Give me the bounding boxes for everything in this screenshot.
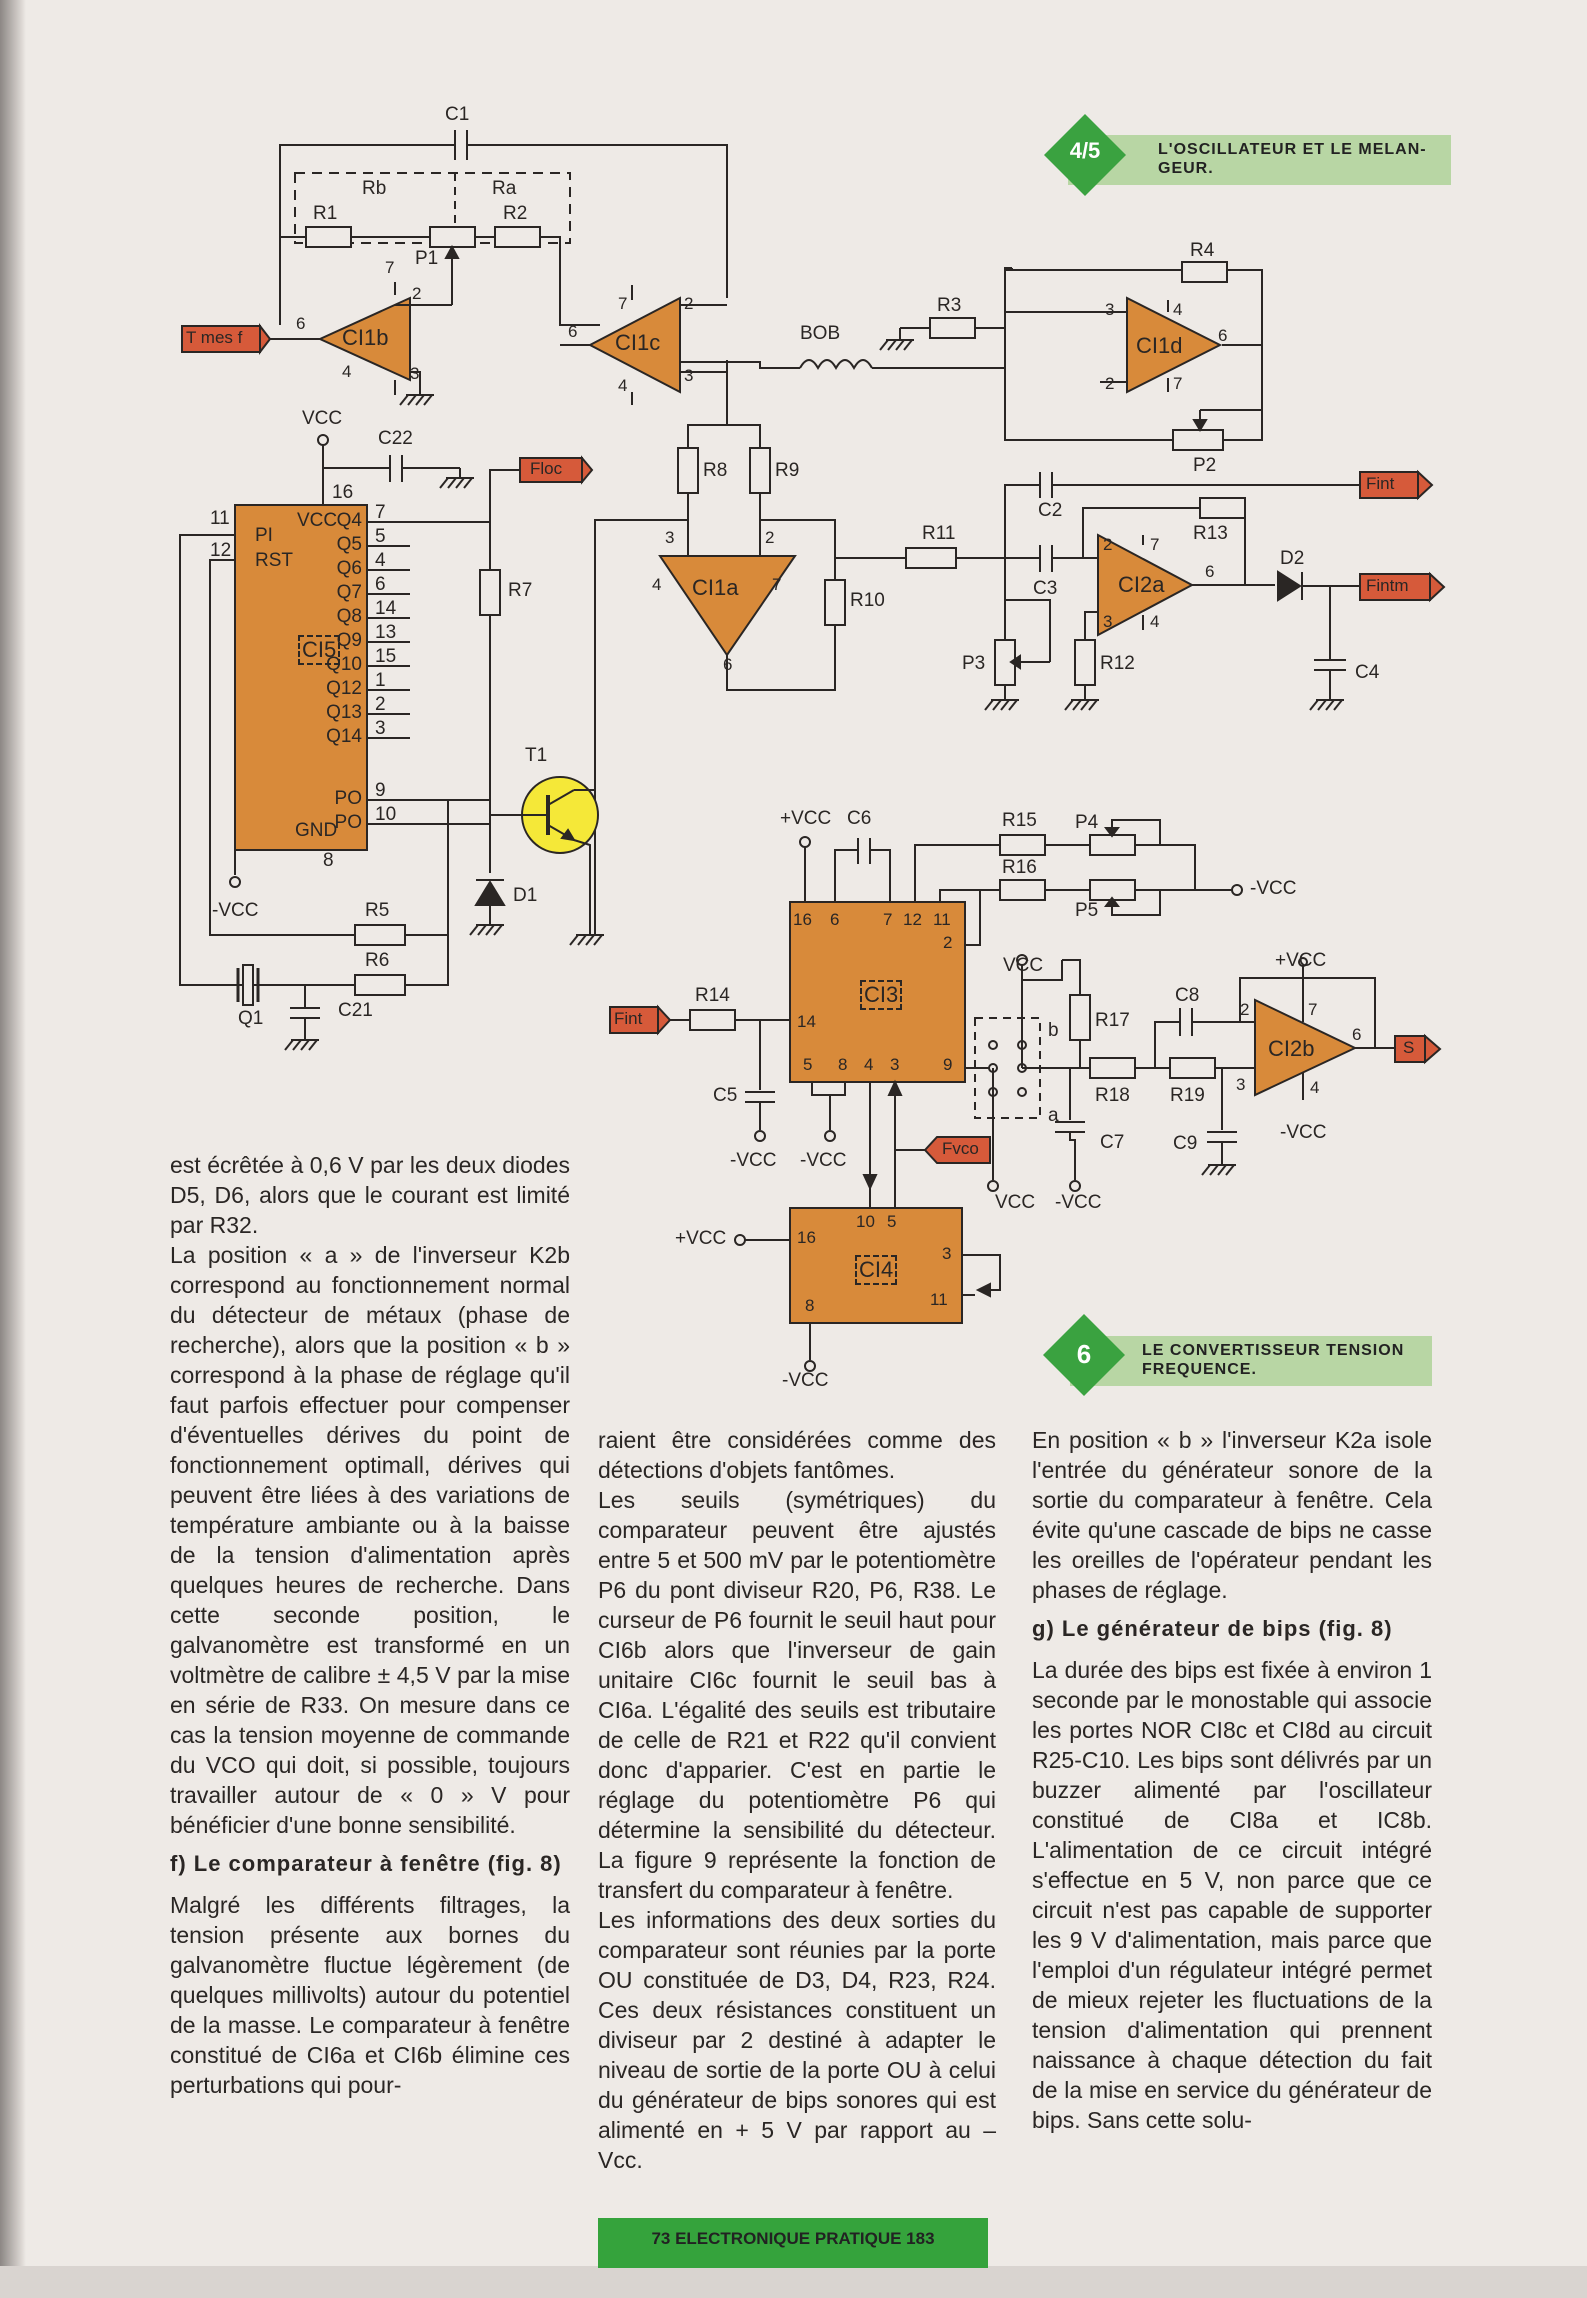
- label-r5: R5: [365, 900, 390, 921]
- label-r8: R8: [703, 460, 728, 481]
- tag-label-fvco: Fvco: [942, 1139, 979, 1158]
- label-c1: C1: [445, 104, 470, 125]
- page-footer: 73 ELECTRONIQUE PRATIQUE 183: [598, 2218, 988, 2268]
- col1-paragraph-1: est écrêtée à 0,6 V par les deux diodes D5, D6, alors que le courant est limité par R32.: [170, 1152, 570, 1238]
- ci5-gnd-pin: 8: [323, 850, 334, 871]
- ci2a-pin-6: 6: [1205, 562, 1215, 581]
- label-ci5: CI5: [298, 635, 340, 665]
- col3-paragraph-2: La durée des bips est fixée à environ 1 seconde par le monostable qui associe les portes NOR CI8c et CI8d au circuit R25-C10. Les bips sont délivrés par un buzzer alimenté par l'oscillateur constitué de CI8a et IC8b. L'alimentation de ce circuit intégré s'effectue en 5 V, non parce que ce circuit n'est pas capable de supporter les 9 V d'alimentation, mais parce que l'emploi d'un régulateur intégré permet de mieux rejeter les fluctuations de la tension d'alimentation qui prennent naissance à chaque détection du fait de la mise en service du générateur de bips. Sans cette solu-: [1032, 1657, 1432, 2133]
- label-switch-a: a: [1048, 1105, 1059, 1126]
- label-c22: C22: [378, 428, 413, 449]
- label-ci3: CI3: [860, 980, 902, 1010]
- label-ci1b: CI1b: [342, 325, 389, 350]
- label-pvcc-ci4: +VCC: [675, 1228, 727, 1249]
- ci2b-pin-7: 7: [1308, 1000, 1318, 1019]
- label-mvcc-ci4: -VCC: [782, 1370, 829, 1391]
- label-vcc-switch: VCC: [1003, 955, 1044, 976]
- label-r15: R15: [1002, 810, 1037, 831]
- label-r11: R11: [922, 523, 956, 544]
- ci5-pin-7: 7: [375, 502, 386, 523]
- ci2b-pin-6: 6: [1352, 1025, 1362, 1044]
- ci1d-pin-7: 7: [1173, 374, 1183, 393]
- ci5-vcc-label: VCC: [297, 510, 338, 531]
- label-r14: R14: [695, 985, 730, 1006]
- ci1d-pin-4: 4: [1173, 300, 1183, 319]
- ci2a-pin-2: 2: [1103, 535, 1113, 554]
- ci4-pin-3: 3: [942, 1244, 952, 1263]
- ci3-pin-5: 5: [803, 1055, 813, 1074]
- ci1d-pin-3: 3: [1105, 300, 1115, 319]
- ci5-pin-10: 10: [375, 804, 397, 825]
- ci3-pin-9: 9: [943, 1055, 953, 1074]
- label-vcc-top: VCC: [302, 408, 343, 429]
- tag-label-tmesf: T mes f: [186, 328, 243, 347]
- label-p3: P3: [962, 653, 986, 674]
- ci5-pin-5: 5: [375, 526, 386, 547]
- ci5-pin-15: 15: [375, 646, 397, 667]
- label-r18: R18: [1095, 1085, 1130, 1106]
- label-mvcc-ci5: -VCC: [212, 900, 259, 921]
- ci5-pin-num-11: 11: [210, 508, 230, 529]
- label-r10: R10: [850, 590, 885, 611]
- ci2b-pin-3: 3: [1236, 1075, 1246, 1094]
- label-mvcc-bottom: -VCC: [1055, 1192, 1102, 1213]
- ci3-pin-2: 2: [943, 933, 953, 952]
- label-switch-b: b: [1048, 1020, 1059, 1041]
- ci5-pin-9: 9: [375, 780, 386, 801]
- ci5-out-q5: Q5: [336, 534, 362, 555]
- col1-heading-comparateur: f) Le comparateur à fenêtre (fig. 8): [170, 1851, 562, 1876]
- ci3-pin-3: 3: [890, 1055, 900, 1074]
- col1-paragraph-3: Malgré les différents filtrages, la tension présente aux bornes du galvanomètre fluctue légèrement (de quelques millivolts) autour du potentiel de la masse. Le comparateur à fenêtre constitué de CI6a et CI6b élimine ces perturbations qui pour-: [170, 1892, 570, 2098]
- ci3-pin-4: 4: [864, 1055, 874, 1074]
- ci5-out-q7: Q7: [336, 582, 362, 603]
- ci5-out-po2: PO: [334, 812, 362, 833]
- ci2a-pin-7: 7: [1150, 535, 1160, 554]
- text-column-1: [170, 1150, 570, 2100]
- ci1a-pin-7: 7: [772, 575, 782, 594]
- label-ci1a: CI1a: [692, 575, 739, 600]
- label-c7: C7: [1100, 1132, 1125, 1153]
- label-r6: R6: [365, 950, 390, 971]
- ci1a-pin-2: 2: [765, 528, 775, 547]
- label-r12: R12: [1100, 653, 1135, 674]
- ci1b-pin-7: 7: [385, 258, 395, 277]
- ci5-pin-label-pi: PI: [255, 525, 273, 546]
- label-d2: D2: [1280, 548, 1305, 569]
- ci4-pin-8: 8: [805, 1296, 815, 1315]
- ci5-pin-13: 13: [375, 622, 397, 643]
- ci5-out-q13: Q13: [326, 702, 362, 723]
- ci3-pin-6: 6: [830, 910, 840, 929]
- ci1d-pin-6: 6: [1218, 326, 1228, 345]
- ci1b-pin-2: 2: [412, 284, 422, 303]
- label-p5: P5: [1075, 900, 1099, 921]
- tag-label-fint2: Fint: [614, 1009, 643, 1028]
- label-pvcc-ci2b: +VCC: [1275, 950, 1327, 971]
- tag-label-s: S: [1403, 1038, 1415, 1057]
- ci4-pin-11: 11: [930, 1290, 948, 1309]
- ci2b-pin-4: 4: [1310, 1078, 1320, 1097]
- ci5-out-po1: PO: [334, 788, 362, 809]
- ci5-pin-2: 2: [375, 694, 386, 715]
- section-number-4-5: 4/5: [1069, 138, 1101, 163]
- ci3-pin-12: 12: [903, 910, 922, 929]
- ci4-pin-16: 16: [797, 1228, 816, 1247]
- label-mvcc-ci3: -VCC: [800, 1150, 847, 1171]
- label-mvcc-ci2b: -VCC: [1280, 1122, 1327, 1143]
- label-ci2a: CI2a: [1118, 572, 1165, 597]
- col2-paragraph-3: Les informations des deux sorties du comparateur sont réunies par la porte OU constituée de D3, D4, R23, R24. Ces deux résistances constituent un diviseur par 2 destiné à adapter le niveau de sortie de la porte OU à celui du générateur de bips sonores qui est alimenté en + 5 V par rapport au – Vcc.: [598, 1907, 996, 2173]
- ci5-pin-4: 4: [375, 550, 386, 571]
- label-r13: R13: [1193, 523, 1228, 544]
- tag-label-floc: Floc: [530, 459, 563, 478]
- text-column-2: [598, 1425, 996, 2175]
- col3-paragraph-1: En position « b » l'inverseur K2a isole l'entrée du générateur sonore de la sortie du comparateur à fenêtre. Cela évite qu'une cascade de bips ne casse les oreilles de l'opérateur pendant les phases de réglage.: [1032, 1427, 1432, 1603]
- ci1c-pin-3: 3: [684, 366, 694, 385]
- label-r3: R3: [937, 295, 962, 316]
- label-c5: C5: [713, 1085, 738, 1106]
- label-r7: R7: [508, 580, 533, 601]
- label-ci1c: CI1c: [615, 330, 661, 355]
- label-p1: P1: [415, 248, 439, 269]
- ci1a-pin-3: 3: [665, 528, 675, 547]
- ci5-out-q10: Q10: [326, 654, 362, 675]
- ci5-pin-14: 14: [375, 598, 397, 619]
- col2-paragraph-1: raient être considérées comme des détections d'objets fantômes.: [598, 1427, 996, 1483]
- label-r16: R16: [1002, 857, 1037, 878]
- text-column-3: [1032, 1425, 1432, 2135]
- ci1b-pin-6: 6: [296, 314, 306, 333]
- ci2b-pin-2: 2: [1240, 1000, 1250, 1019]
- section-title-6-line2: FREQUENCE.: [1142, 1361, 1257, 1378]
- label-r17: R17: [1095, 1010, 1130, 1031]
- label-p2: P2: [1193, 455, 1217, 476]
- ci5-out-q6: Q6: [336, 558, 362, 579]
- ci4-pin-10: 10: [856, 1212, 875, 1231]
- label-p4: P4: [1075, 812, 1099, 833]
- ci1b-pin-4: 4: [342, 362, 352, 381]
- ci3-pin-14: 14: [797, 1012, 816, 1031]
- label-r9: R9: [775, 460, 800, 481]
- label-q1: Q1: [238, 1008, 264, 1029]
- section-title-6-line1: LE CONVERTISSEUR TENSION: [1142, 1342, 1405, 1359]
- label-rb: Rb: [362, 178, 387, 199]
- col1-paragraph-2: La position « a » de l'inverseur K2b correspond au fonctionnement normal du détecteur de métaux (phase de recherche), alors que la position « b » correspond à la phase de réglage qu'il faut parfois effectuer pour compenser d'éventuelles dérives du point de fonctionnement optimall, dérives qui peuvent être liées à des variations de température ambiante ou à la baisse de la tension d'alimentation après quelques heures de recherche. Dans cette seconde position, le galvanomètre est transformé en un voltmètre de calibre ± 4,5 V par la mise en série de R33. On mesure dans ce cas la tension moyenne de commande du VCO qui doit, si possible, toujours travailler autour de « 0 » V pour bénéficier d'une bonne sensibilité.: [170, 1242, 570, 1838]
- page-bottom-edge: [0, 2266, 1587, 2298]
- label-r1: R1: [313, 203, 338, 224]
- label-ci2b: CI2b: [1268, 1036, 1315, 1061]
- ci5-vcc-pin: 16: [332, 482, 354, 503]
- label-c4: C4: [1355, 662, 1380, 683]
- col3-heading-generateur: g) Le générateur de bips (fig. 8): [1032, 1616, 1393, 1641]
- label-ci1d: CI1d: [1136, 333, 1183, 358]
- col2-paragraph-2: Les seuils (symétriques) du comparateur peuvent être ajustés entre 5 et 500 mV par le potentiomètre P6 du pont diviseur R20, P6, R38. Le curseur de P6 fournit le seuil haut pour CI6b alors que l'inverseur de gain unitaire CI6c fournit le seuil bas à CI6a. L'égalité des seuils est tributaire de celle de R21 et R22 qu'il convient donc d'apparier. C'est en partie le réglage du potentiomètre P6 qui détermine la sensibilité du détecteur. La figure 9 représente la fonction de transfert du comparateur à fenêtre.: [598, 1487, 996, 1903]
- ci3-pin-8: 8: [838, 1055, 848, 1074]
- label-r19: R19: [1170, 1085, 1205, 1106]
- label-ci4: CI4: [855, 1255, 897, 1285]
- tag-label-fintm: Fintm: [1366, 576, 1409, 595]
- ci5-pin-num-12: 12: [210, 540, 232, 561]
- ci3-pin-7: 7: [883, 910, 893, 929]
- label-pvcc-ci3: +VCC: [780, 808, 832, 829]
- label-c9: C9: [1173, 1133, 1198, 1154]
- ci5-pin-6: 6: [375, 574, 386, 595]
- label-c6: C6: [847, 808, 872, 829]
- ci1c-pin-6: 6: [568, 322, 578, 341]
- label-bob: BOB: [800, 323, 841, 344]
- ci1d-pin-2: 2: [1105, 374, 1115, 393]
- ci1c-pin-7: 7: [618, 294, 628, 313]
- tag-label-fint: Fint: [1366, 474, 1395, 493]
- ci2a-pin-4: 4: [1150, 612, 1160, 631]
- label-d1: D1: [513, 885, 538, 906]
- ci1a-pin-4: 4: [652, 575, 662, 594]
- ci5-out-q12: Q12: [326, 678, 362, 699]
- ci2a-pin-3: 3: [1103, 612, 1113, 631]
- label-r4: R4: [1190, 240, 1215, 261]
- ci1c-pin-4: 4: [618, 376, 628, 395]
- ci5-out-q14: Q14: [326, 726, 362, 747]
- label-vcc-bottom: VCC: [995, 1192, 1036, 1213]
- ci5-out-q8: Q8: [336, 606, 362, 627]
- section-title-4-5-line1: L'OSCILLATEUR ET LE MELAN-: [1158, 141, 1427, 158]
- ci1a-pin-6: 6: [723, 655, 733, 674]
- label-c8: C8: [1175, 985, 1200, 1006]
- section-number-6: 6: [1076, 1339, 1092, 1369]
- label-c2: C2: [1038, 500, 1063, 521]
- label-c21: C21: [338, 1000, 373, 1021]
- ci4-pin-5: 5: [887, 1212, 897, 1231]
- ci5-gnd-label: GND: [295, 820, 338, 841]
- ci1b-pin-3: 3: [410, 364, 420, 383]
- ci5-pin-3: 3: [375, 718, 386, 739]
- label-mvcc-c5: -VCC: [730, 1150, 777, 1171]
- section-title-4-5-line2: GEUR.: [1158, 160, 1214, 177]
- ci3-pin-16: 16: [793, 910, 812, 929]
- ci3-pin-11: 11: [933, 910, 951, 929]
- ci5-pin-label-rst: RST: [255, 550, 293, 571]
- label-ra: Ra: [492, 178, 517, 199]
- ci5-out-q4: Q4: [336, 510, 362, 531]
- label-c3: C3: [1033, 578, 1058, 599]
- ci5-out-q9: Q9: [336, 630, 362, 651]
- ci5-pin-1: 1: [375, 670, 386, 691]
- ci1c-pin-2: 2: [684, 294, 694, 313]
- label-t1: T1: [525, 745, 548, 766]
- label-mvcc-p5: -VCC: [1250, 878, 1297, 899]
- label-r2: R2: [503, 203, 528, 224]
